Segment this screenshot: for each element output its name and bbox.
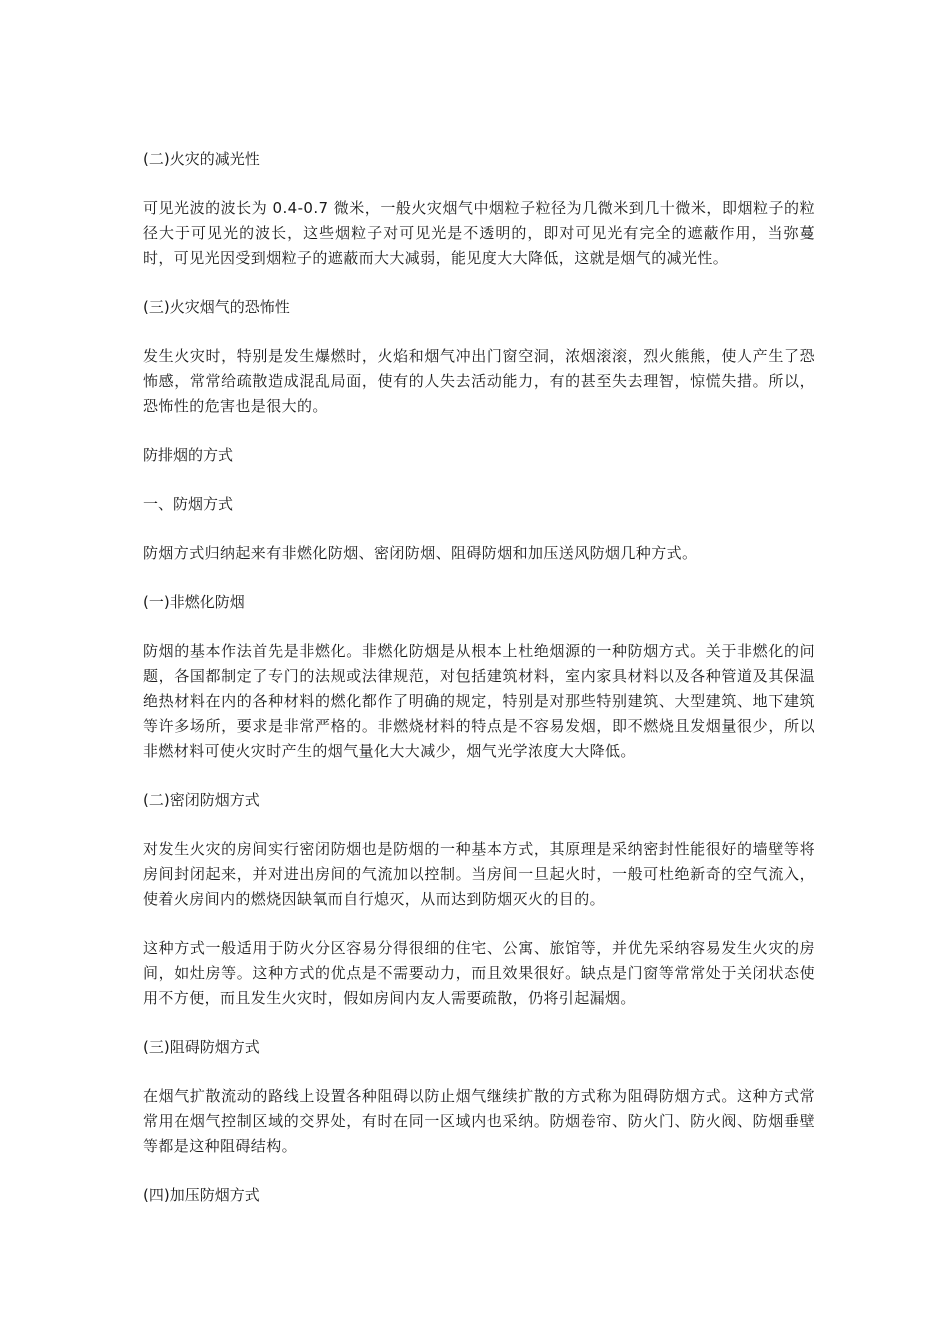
spacer	[143, 468, 815, 492]
section-heading-terror: (三)火灾烟气的恐怖性	[143, 298, 290, 316]
paragraph-terror: 发生火灾时，特别是发生爆燃时，火焰和烟气冲出门窗空洞，浓烟滚滚，烈火熊熊，使人产生了恐怖感，常常给疏散造成混乱局面，使有的人失去活动能力，有的甚至失去理智，惊慌失措。所以，恐怖性的危害也是很大的。	[143, 347, 815, 415]
spacer	[143, 517, 815, 541]
spacer	[143, 615, 815, 639]
spacer	[143, 566, 815, 590]
section-heading-smoke-control-methods: 防排烟的方式	[143, 446, 234, 464]
section-heading-non-combustible: (一)非燃化防烟	[143, 593, 245, 611]
spacer	[143, 1159, 815, 1183]
section-heading-pressurized: (四)加压防烟方式	[143, 1186, 260, 1204]
spacer	[143, 172, 815, 196]
spacer	[143, 764, 815, 788]
spacer	[143, 813, 815, 837]
section-heading-barrier: (三)阻碍防烟方式	[143, 1038, 260, 1056]
paragraph-sealed-application: 这种方式一般适用于防火分区容易分得很细的住宅、公寓、旅馆等，并优先采纳容易发生火灾的房间，如灶房等。这种方式的优点是不需要动力，而且效果很好。缺点是门窗等常常处于关闭状态使用不方便，而且发生火灾时，假如房间内友人需要疏散，仍将引起漏烟。	[143, 939, 815, 1007]
spacer	[143, 1011, 815, 1035]
document-body	[143, 147, 815, 1208]
paragraph-smoke-prevention-summary: 防烟方式归纳起来有非燃化防烟、密闭防烟、阻碍防烟和加压送风防烟几种方式。	[143, 544, 698, 562]
spacer	[143, 419, 815, 443]
section-heading-sealed: (二)密闭防烟方式	[143, 791, 260, 809]
paragraph-light-reduction: 可见光波的波长为 0.4-0.7 微米，一般火灾烟气中烟粒子粒径为几微米到几十微米，即烟粒子的粒径大于可见光的波长，这些烟粒子对可见光是不透明的，即对可见光有完全的遮蔽作用，当弥蔓时，可见光因受到烟粒子的遮蔽而大大减弱，能见度大大降低，这就是烟气的减光性。	[143, 199, 815, 267]
spacer	[143, 271, 815, 295]
paragraph-non-combustible: 防烟的基本作法首先是非燃化。非燃化防烟是从根本上杜绝烟源的一种防烟方式。关于非燃化的问题，各国都制定了专门的法规或法律规范，对包括建筑材料，室内家具材料以及各种管道及其保温绝热材料在内的各种材料的燃化都作了明确的规定，特别是对那些特别建筑、大型建筑、地下建筑等许多场所，要求是非常严格的。非燃烧材料的特点是不容易发烟，即不燃烧且发烟量很少，所以非燃材料可使火灾时产生的烟气量化大大减少，烟气光学浓度大大降低。	[143, 642, 815, 760]
section-heading-light-reduction: (二)火灾的减光性	[143, 150, 260, 168]
spacer	[143, 320, 815, 344]
spacer	[143, 912, 815, 936]
spacer	[143, 1060, 815, 1084]
section-heading-smoke-prevention: 一、防烟方式	[143, 495, 234, 513]
paragraph-barrier: 在烟气扩散流动的路线上设置各种阻碍以防止烟气继续扩散的方式称为阻碍防烟方式。这种方式常常用在烟气控制区域的交界处，有时在同一区域内也采纳。防烟卷帘、防火门、防火阀、防烟垂壁等都是这种阻碍结构。	[143, 1087, 815, 1155]
paragraph-sealed-principle: 对发生火灾的房间实行密闭防烟也是防烟的一种基本方式，其原理是采纳密封性能很好的墙壁等将房间封闭起来，并对进出房间的气流加以控制。当房间一旦起火时，一般可杜绝新奇的空气流入，使着火房间内的燃烧因缺氧而自行熄灭，从而达到防烟灭火的目的。	[143, 840, 815, 908]
